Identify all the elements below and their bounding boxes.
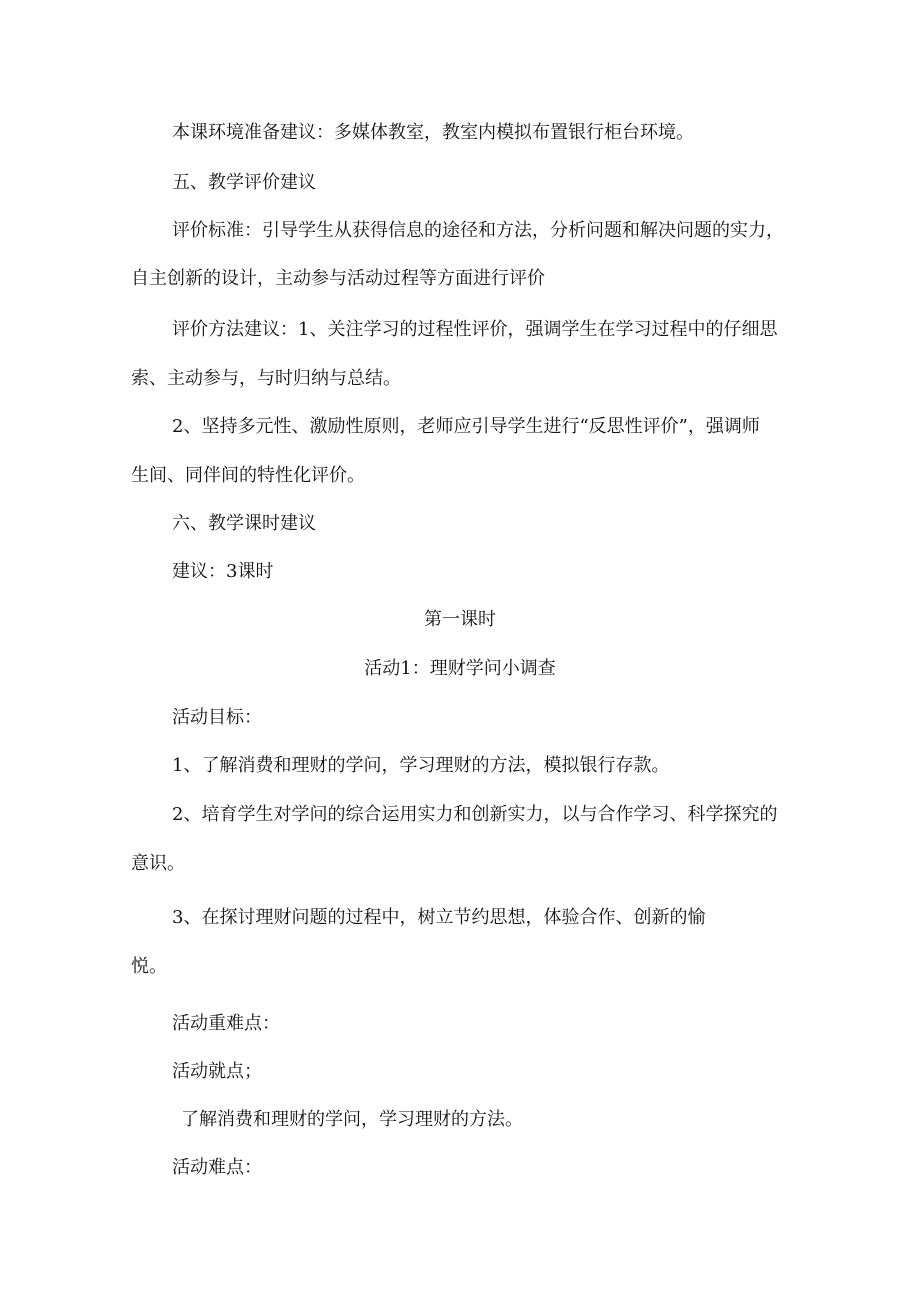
evaluation-method-line-1: 评价方法建议：1、关注学习的过程性评价，强调学生在学习过程中的仔细思 [172,319,778,340]
env-suggestion: 本课环境准备建议：多媒体教室，教室内模拟布置银行柜台环境。 [172,122,694,143]
goal-1: 1、了解消费和理财的学问，学习理财的方法，模拟银行存款。 [172,755,670,776]
goal-3-line-2: 悦。 [131,956,167,977]
section-heading-hours: 六、教学课时建议 [172,513,316,534]
evaluation-principle-line-2: 生间、同伴间的特性化评价。 [131,465,365,486]
hours-suggestion: 建议：3课时 [172,561,274,582]
key-point-text: 了解消费和理财的学问，学习理财的方法。 [181,1109,523,1130]
activity-title: 活动1：理财学问小调查 [364,658,556,679]
evaluation-principle-line-1: 2、坚持多元性、激励性原则，老师应引导学生进行“反思性评价”，强调师 [172,416,760,437]
evaluation-criteria-line-2: 自主创新的设计，主动参与活动过程等方面进行评价 [131,268,545,289]
key-point-heading: 活动就点； [172,1061,262,1082]
goal-3-line-1: 3、在探讨理财问题的过程中，树立节约思想，体验合作、创新的愉 [172,907,706,928]
evaluation-method-line-2: 索、主动参与，与时归纳与总结。 [131,368,401,389]
goal-2-line-2: 意识。 [131,853,185,874]
evaluation-criteria-line-1: 评价标准：引导学生从获得信息的途径和方法，分析问题和解决问题的实力， [172,220,784,241]
activity-goals-heading: 活动目标： [172,707,262,728]
lesson-title: 第一课时 [424,609,496,630]
section-heading-evaluation: 五、教学评价建议 [172,172,316,193]
key-difficult-points-heading: 活动重难点： [172,1013,280,1034]
difficult-point-heading: 活动难点： [172,1157,262,1178]
goal-2-line-1: 2、培育学生对学问的综合运用实力和创新实力，以与合作学习、科学探究的 [172,804,778,825]
